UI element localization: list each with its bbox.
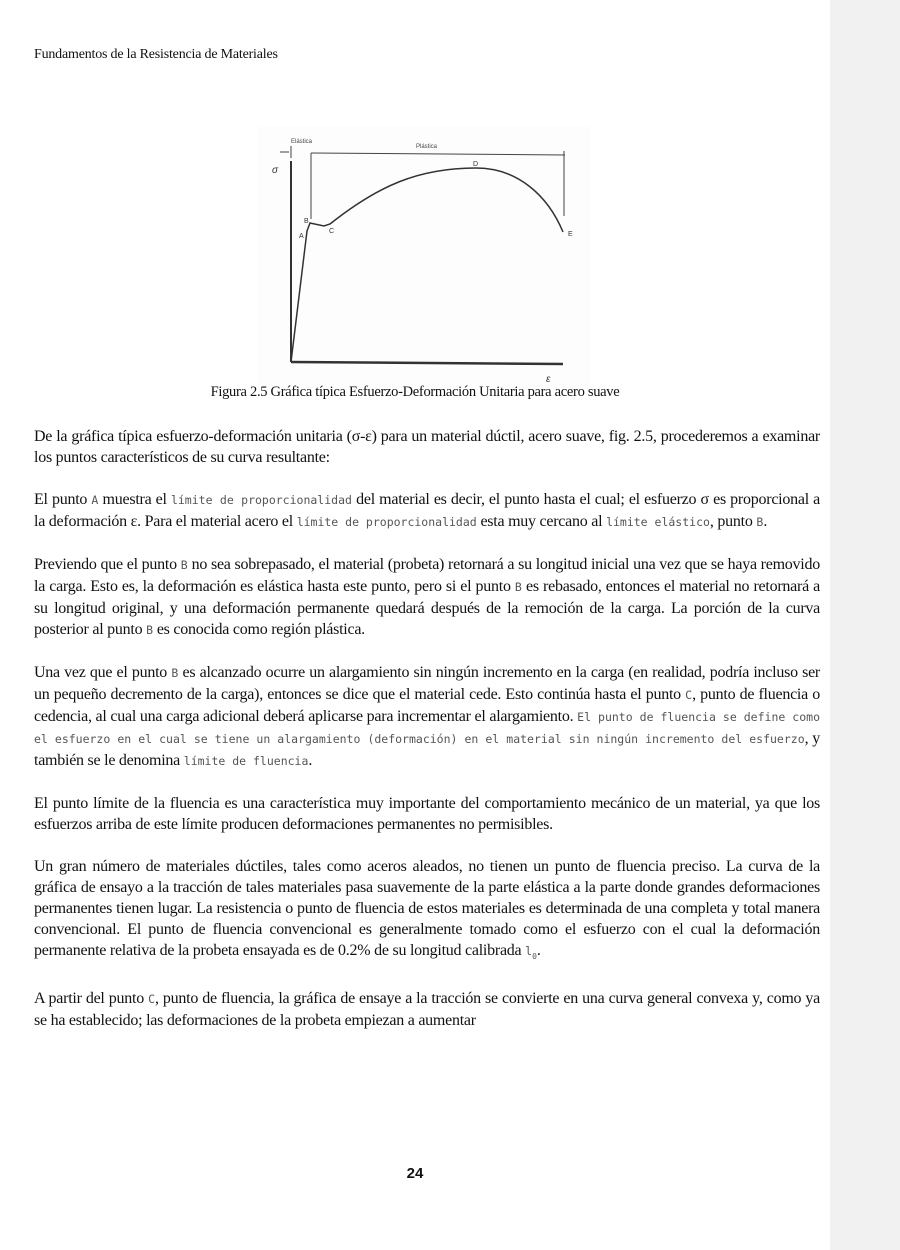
point-d-label: D <box>473 161 479 168</box>
page-number: 24 <box>406 1165 424 1182</box>
plastic-arrow <box>311 153 565 155</box>
text: muestra el <box>98 491 171 508</box>
x-axis <box>291 362 563 364</box>
text: . <box>763 513 768 530</box>
point-ref: B <box>514 580 522 594</box>
text: , punto de fluencia, la gráfica de ensaye a la tracción se convierte en una curva general convexa y, como ya se ha establecido; las deformaciones de la probeta empiezan a aumentar <box>34 990 820 1030</box>
point-ref: B <box>171 666 179 680</box>
point-a-label: A <box>299 233 304 240</box>
term: límite de proporcionalidad <box>296 515 477 529</box>
text: Una vez que el punto <box>34 664 172 681</box>
text: . <box>536 942 541 959</box>
point-e-label: E <box>568 231 573 238</box>
plastic-label: Plástica <box>416 144 438 150</box>
point-ref: C <box>685 688 693 702</box>
paragraph-yield-limit: El punto límite de la fluencia es una característica muy importante del comportamiento mecánico de un material, ya que los esfuerzos arriba de este límite producen deformaciones permanentes no permisibles. <box>34 795 820 833</box>
point-ref: B <box>146 623 154 637</box>
text: El punto <box>34 491 92 508</box>
figure-caption: Figura 2.5 Gráfica típica Esfuerzo-Deformación Unitaria para acero suave <box>210 384 620 400</box>
term: límite de proporcionalidad <box>170 493 352 507</box>
point-b-label: B <box>304 218 309 225</box>
elastic-label: Elástica <box>291 139 313 145</box>
point-c-label: C <box>329 228 335 235</box>
term: límite elástico <box>606 515 710 529</box>
paragraph-intro: De la gráfica típica esfuerzo-deformación unitaria (σ-ε) para un material dúctil, acero suave, fig. 2.5, procederemos a examinar los puntos característicos de su curva resultante: <box>34 428 820 466</box>
stress-strain-diagram <box>258 126 590 388</box>
text: . <box>308 752 313 769</box>
stress-strain-curve <box>291 168 563 362</box>
text: Previendo que el punto <box>34 556 181 573</box>
paragraph-point-a <box>34 489 820 533</box>
text: es alcanzado ocurre un alargamiento sin ningún incremento en la carga (en realidad, podría incluso ser un pequeño decremento de la carga), entonces se dice que el material cede. Esto continúa hasta el punto <box>34 664 820 703</box>
text: , punto de fluencia o cedencia, al cual una carga adicional deberá aplicarse para incrementar el alargamiento. <box>34 686 820 725</box>
text: es conocida como región plástica. <box>153 621 365 638</box>
text: es rebasado, entonces el material no retornará a su longitud original, y una deformación permanente quedará después de la remoción de la carga. La porción de la curva posterior al punto <box>34 578 820 638</box>
point-ref: B <box>180 558 188 572</box>
paragraph-point-c <box>34 988 820 1031</box>
subscript: 0 <box>532 952 537 962</box>
paragraph-yield <box>34 662 820 772</box>
term: límite de fluencia <box>183 754 309 768</box>
paragraph-point-b <box>34 554 820 641</box>
text: no sea sobrepasado, el material (probeta) retornará a su longitud inicial una vez que se haya removido la carga. Esto es, la deformación es elástica hasta este punto, pero si el punto <box>34 556 821 595</box>
point-ref: C <box>148 992 156 1007</box>
text: , punto <box>709 513 757 530</box>
definition: El punto de fluencia se define como el esfuerzo en el cual se tiene un alargamiento (deformación) en el material sin ningún incremento del esfuerzo <box>34 710 820 746</box>
sigma-axis-label: σ <box>272 165 279 176</box>
stress-strain-figure <box>258 126 590 388</box>
symbol: l <box>525 944 533 958</box>
body-text <box>34 426 820 1052</box>
point-ref: A <box>91 493 99 507</box>
paragraph-conventional-yield <box>34 856 820 967</box>
text: , y también se le denomina <box>34 730 820 769</box>
point-ref: B <box>756 515 764 529</box>
text: del material es decir, el punto hasta el cual; el esfuerzo σ es proporcional a la deformación ε. Para el material acero el <box>34 491 821 530</box>
running-header: Fundamentos de la Resistencia de Materiales <box>34 47 278 62</box>
side-panel <box>830 0 900 1250</box>
text: esta muy cercano al <box>476 513 607 530</box>
epsilon-axis-label: ε <box>546 374 551 385</box>
text: Un gran número de materiales dúctiles, tales como aceros aleados, no tienen un punto de fluencia preciso. La curva de la gráfica de ensayo a la tracción de tales materiales pasa suavemente de la parte elástica a la parte donde grandes deformaciones permanentes tienen lugar. La resistencia o punto de fluencia de estos materiales es determinada de una completa y total manera convencional. El punto de fluencia convencional es generalmente tomado como el esfuerzo con el cual la deformación permanente relativa de la probeta ensayada es de 0.2% de su longitud calibrada <box>34 858 820 959</box>
text: A partir del punto <box>34 990 149 1008</box>
